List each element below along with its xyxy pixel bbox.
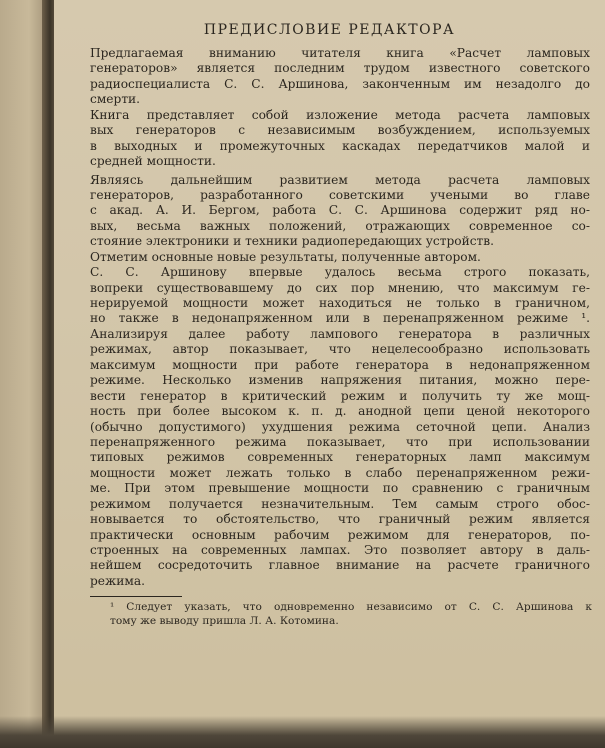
text-line: нерируемой мощности может находиться не только в граничном, (90, 296, 590, 310)
text-line: мощности может лежать только в слабо перенапряженном режи- (90, 465, 590, 480)
text-line: режимом получается незначительным. Тем самым строго обос- (90, 496, 590, 511)
text-line: строенных на современных лампах. Это позволяет автору в даль- (90, 543, 590, 557)
footnote-line: ¹ Следует указать, что одновременно независимо от С. С. Аршинова к (110, 601, 592, 613)
text-line: генераторов» является последним трудом известного советского (90, 61, 590, 76)
text-line: ме. При этом превышение мощности по сравнению с граничным (90, 481, 590, 496)
text-line: вести генератор в критический режим и получить ту же мощ- (90, 388, 590, 403)
text-line: Отметим основные новые результаты, полученные автором. (90, 249, 481, 264)
footnote-line: тому же выводу пришла Л. А. Котомина. (110, 614, 339, 627)
table-surface (0, 716, 605, 748)
body-text (90, 46, 590, 589)
text-line: практически основным рабочим режимом для генераторов, по- (90, 527, 590, 542)
text-line: Анализируя далее работу лампового генератора в различных (90, 326, 590, 341)
text-line: максимум мощности при работе генератора в недонапряженном (90, 357, 590, 372)
text-line: с акад. А. И. Бергом, работа С. С. Аршинова содержит ряд но- (90, 203, 590, 218)
footnote (110, 601, 592, 628)
text-line: смерти. (90, 92, 141, 107)
text-line: вых, весьма важных положений, отражающих современное со- (90, 218, 590, 233)
text-line: ность при более высоком к. п. д. анодной цепи ценой некоторого (90, 404, 590, 419)
footnote-rule (90, 596, 182, 597)
text-line: Являясь дальнейшим развитием метода расчета ламповых (90, 172, 590, 187)
text-line: режима. (90, 573, 145, 588)
page-title: ПРЕДИСЛОВИЕ РЕДАКТОРА (203, 22, 456, 38)
text-line: в выходных и промежуточных каскадах передатчиков малой и (90, 138, 590, 153)
book-page (54, 0, 605, 748)
text-line: Предлагаемая вниманию читателя книга «Расчет ламповых (90, 46, 590, 60)
text-line: вопреки существовавшему до сих пор мнению, что максимум ге- (90, 280, 590, 295)
text-line: вых генераторов с независимым возбуждением, используемых (90, 123, 590, 138)
text-line: перенапряженного режима показывает, что при использовании (90, 434, 590, 449)
text-line: С. С. Аршинову впервые удалось весьма строго показать, (90, 265, 590, 280)
text-line: но также в недонапряженном или в перенапряженном режиме ¹. (90, 311, 590, 326)
text-line: режимах, автор показывает, что нецелесообразно использовать (90, 342, 590, 357)
text-line: радиоспециалиста С. С. Аршинова, законченным им незадолго до (90, 76, 590, 91)
text-line: Книга представляет собой изложение метода расчета ламповых (90, 107, 590, 122)
text-line: нейшем сосредоточить главное внимание на расчете граничного (90, 558, 590, 573)
text-line: средней мощности. (90, 154, 216, 169)
text-line: стояние электроники и техники радиопередающих устройств. (90, 234, 495, 249)
text-line: типовых режимов современных генераторных ламп максимум (90, 450, 590, 465)
text-line: генераторов, разработанного советскими учеными во главе (90, 187, 590, 202)
text-line: режиме. Несколько изменив напряжения питания, можно пере- (90, 373, 590, 388)
left-page-edge (0, 0, 48, 748)
text-line: новывается то обстоятельство, что граничный режим является (90, 512, 590, 527)
text-line: (обычно допустимого) ухудшения режима сеточной цепи. Анализ (90, 419, 590, 434)
